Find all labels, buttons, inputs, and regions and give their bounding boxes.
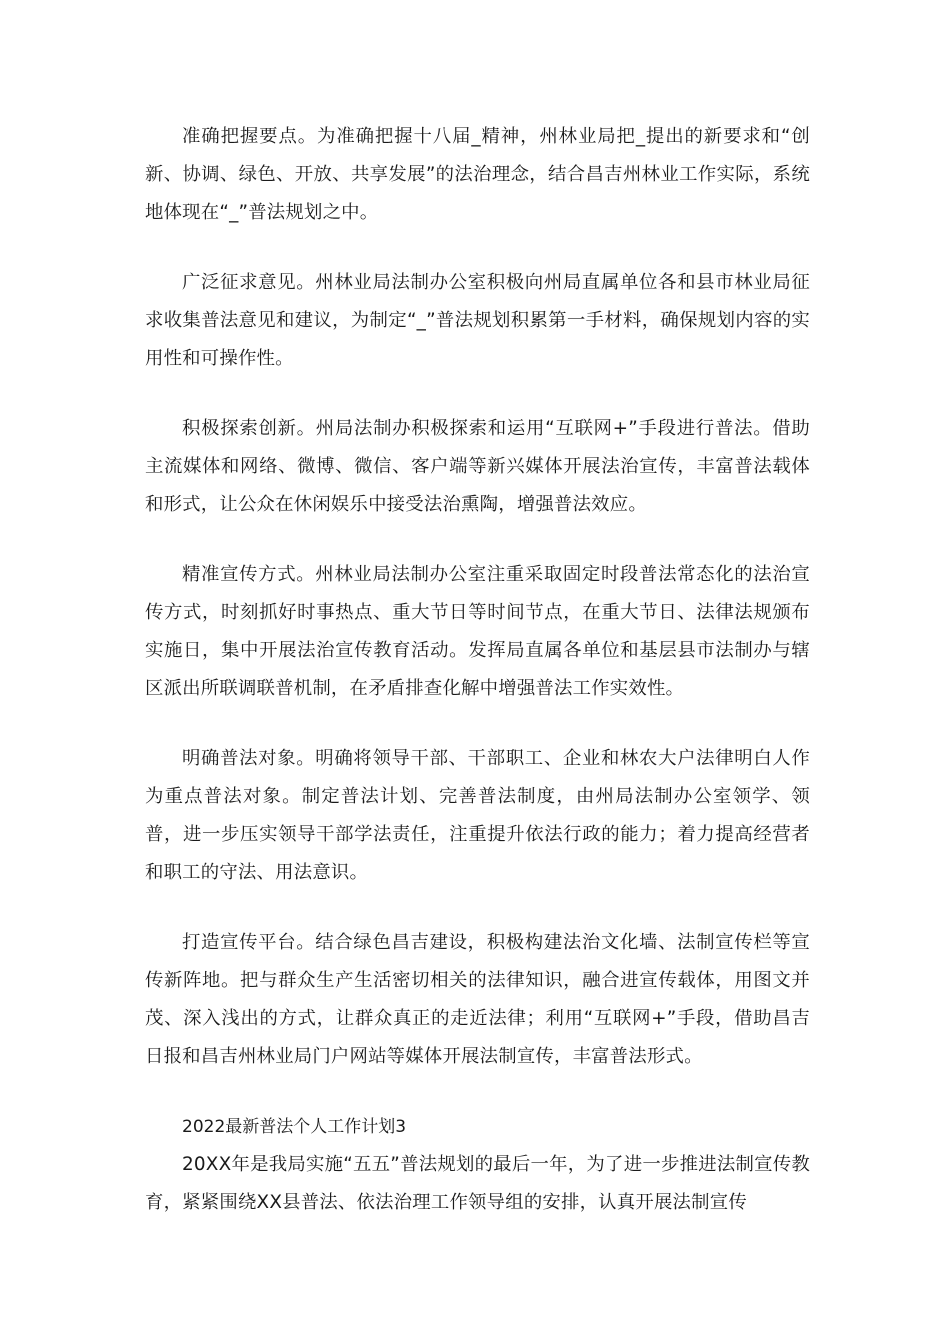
paragraph-explore-innovation: 积极探索创新。州局法制办积极探索和运用“互联网+”手段进行普法。借助主流媒体和网络、微博、微信、客户端等新兴媒体开展法治宣传，丰富普法载体和形式，让公众在休闲娱乐中接受法治熏陶，增强普法效应。 [145,418,810,515]
paragraph-clarify-targets: 明确普法对象。明确将领导干部、干部职工、企业和林农大户法律明白人作为重点普法对象。制定普法计划、完善普法制度，由州局法制办公室领学、领普，进一步压实领导干部学法责任，注重提升依法行政的能力；着力提高经营者和职工的守法、用法意识。 [145,748,810,883]
paragraph-solicit-opinions: 广泛征求意见。州林业局法制办公室积极向州局直属单位各和县市林业局征求收集普法意见和建议，为制定“_”普法规划积累第一手材料，确保规划内容的实用性和可操作性。 [145,272,810,369]
paragraph-precise-publicity: 精准宣传方式。州林业局法制办公室注重采取固定时段普法常态化的法治宣传方式，时刻抓好时事热点、重大节日等时间节点，在重大节日、法律法规颁布实施日，集中开展法治宣传教育活动。发挥局直属各单位和基层县市法制办与辖区派出所联调联普机制，在矛盾排查化解中增强普法工作实效性。 [145,564,810,699]
paragraph-build-platform: 打造宣传平台。结合绿色昌吉建设，积极构建法治文化墙、法制宣传栏等宣传新阵地。把与群众生产生活密切相关的法律知识，融合进宣传载体，用图文并茂、深入浅出的方式，让群众真正的走近法律；利用“互联网+”手段，借助昌吉日报和昌吉州林业局门户网站等媒体开展法制宣传，丰富普法形式。 [145,932,810,1067]
document-body [145,118,810,1254]
section-heading: 2022最新普法个人工作计划3 [182,1117,407,1137]
paragraph-grasp-key-points: 准确把握要点。为准确把握十八届_精神，州林业局把_提出的新要求和“创新、协调、绿色、开放、共享发展”的法治理念，结合昌吉州林业工作实际，系统地体现在“_”普法规划之中。 [145,126,810,223]
paragraph-final: 20XX年是我局实施“五五”普法规划的最后一年，为了进一步推进法制宣传教育，紧紧围绕XX县普法、依法治理工作领导组的安排，认真开展法制宣传 [145,1154,810,1213]
